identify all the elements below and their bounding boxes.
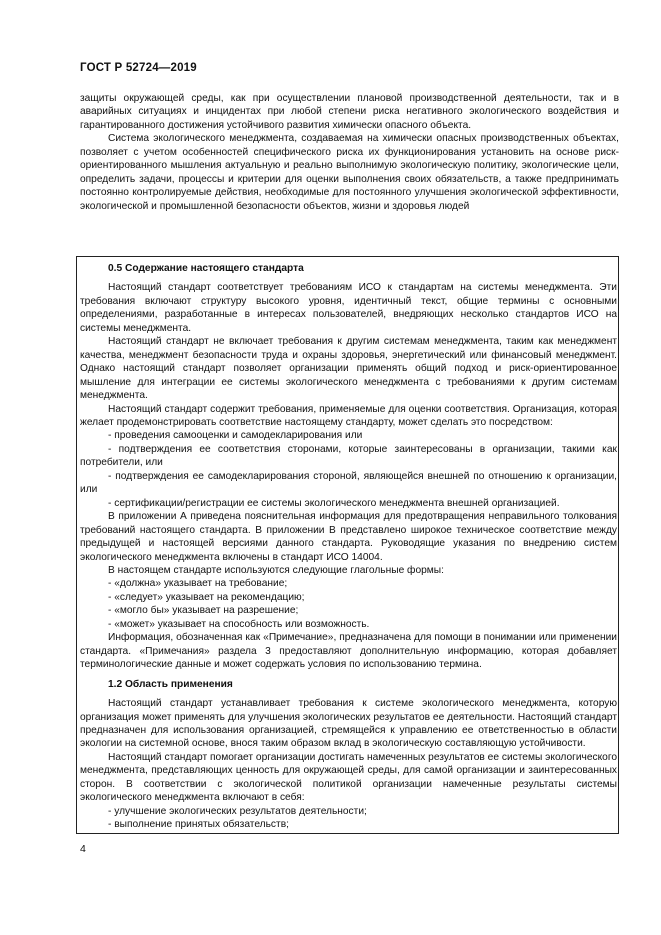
list-item: - «могло бы» указывает на разрешение; xyxy=(108,605,299,617)
section-0-5-paragraph-5: В настоящем стандарте используются следующие глагольные формы: xyxy=(108,564,444,576)
intro-paragraph-2: Система экологического менеджмента, создаваемая на химически опасных производственных объектах, позволяет с учетом особенностей специфического риска их функционирования установить на основе риск-ориентированного мышления актуальную и реально выполнимую экологическую политику, экологические цели, определить задачи, процессы и критерии для оценки выполнения своих обязательств, а также предпринимать постоянно контролируемые действия, необходимые для постоянного улучшения экологической эффективности, экологической и промышленной безопасности объектов, жизни и здоровья людей xyxy=(80,133,619,212)
list-item: - «должна» указывает на требование; xyxy=(108,578,288,590)
section-0-5-paragraph-3: Настоящий стандарт содержит требования, применяемые для оценки соответствия. Организация, которая желает продемонстрировать соответствие настоящему стандарту, может сделать это посредством: xyxy=(80,403,617,428)
list-item: - подтверждения ее самодекларирования стороной, являющейся внешней по отношению к организации, или xyxy=(80,470,617,496)
section-0-5-paragraph-1: Настоящий стандарт соответствует требованиям ИСО к стандартам на системы менеджмента. Эти требования включают структуру высокого уровня, идентичный текст, общие термины с основными определениями, разработанные в интересах пользователей, внедряющих несколько стандартов ИСО на системы менеджмента. xyxy=(80,282,617,334)
section-0-5-paragraph-4: В приложении А приведена пояснительная информация для предотвращения неправильного толкования требований настоящего стандарта. В приложении В представлено широкое техническое соответствие между предыдущей и настоящей версиями данного стандарта. Руководящие указания по внедрению систем экологического менеджмента включены в стандарт ИСО 14004. xyxy=(80,511,617,563)
intro-paragraph-1: защиты окружающей среды, как при осуществлении плановой производственной деятельности, так и в аварийных ситуациях и инцидентах при любой степени риска негативного экологического воздействия и гарантированного достижения устойчивого развития химически опасного объекта. xyxy=(80,93,619,131)
document-header: ГОСТ Р 52724—2019 xyxy=(80,62,197,74)
list-item: - улучшение экологических результатов деятельности; xyxy=(108,805,367,817)
page-number: 4 xyxy=(80,843,86,855)
framed-content xyxy=(80,262,617,832)
list-item: - «может» указывает на способность или возможность. xyxy=(108,618,370,630)
section-0-5-paragraph-6: Информация, обозначенная как «Примечание», предназначена для помощи в понимании или применении стандарта. «Примечания» раздела 3 предоставляют дополнительную информацию, которая добавляет терминологические данные и может содержать условия по использованию термина. xyxy=(80,632,617,671)
section-0-5-heading: 0.5 Содержание настоящего стандарта xyxy=(108,263,304,274)
section-1-2-heading: 1.2 Область применения xyxy=(108,678,233,690)
section-1-2-paragraph-1: Настоящий стандарт устанавливает требования к системе экологического менеджмента, которую организация может применять для улучшения экологических результатов ее деятельности. Настоящий стандарт предназначен для использования организацией, стремящейся к управлению ее ответственностью в области экологии на системной основе, внося таким образом вклад в экологическую составляющую устойчивости. xyxy=(80,698,617,750)
section-1-2-paragraph-2: Настоящий стандарт помогает организации достигать намеченных результатов ее системы экологического менеджмента, представляющих ценность для окружающей среды, для самой организации и заинтересованных сторон. В соответствии с экологической политикой организации намеченные результаты системы экологического менеджмента включают в себя: xyxy=(80,751,617,804)
list-item: - проведения самооценки и самодекларирования или xyxy=(108,430,363,442)
list-item: - подтверждения ее соответствия сторонами, которые заинтересованы в организации, такими как потребители, или xyxy=(80,443,617,469)
list-item: - «следует» указывает на рекомендацию; xyxy=(108,591,305,603)
intro-text xyxy=(80,92,619,213)
section-0-5-paragraph-2: Настоящий стандарт не включает требования к другим системам менеджмента, таким как менеджмент качества, менеджмент безопасности труда и охраны здоровья, энергетический или финансовый менеджмент. Однако настоящий стандарт позволяет организации применять общий подход и риск-ориентированное мышление для интеграции ее системы экологического менеджмента с требованиями к другим системам менеджмента. xyxy=(80,336,617,402)
list-item: - сертификации/регистрации ее системы экологического менеджмента внешней организацией. xyxy=(108,497,560,509)
list-item: - выполнение принятых обязательств; xyxy=(108,819,289,831)
